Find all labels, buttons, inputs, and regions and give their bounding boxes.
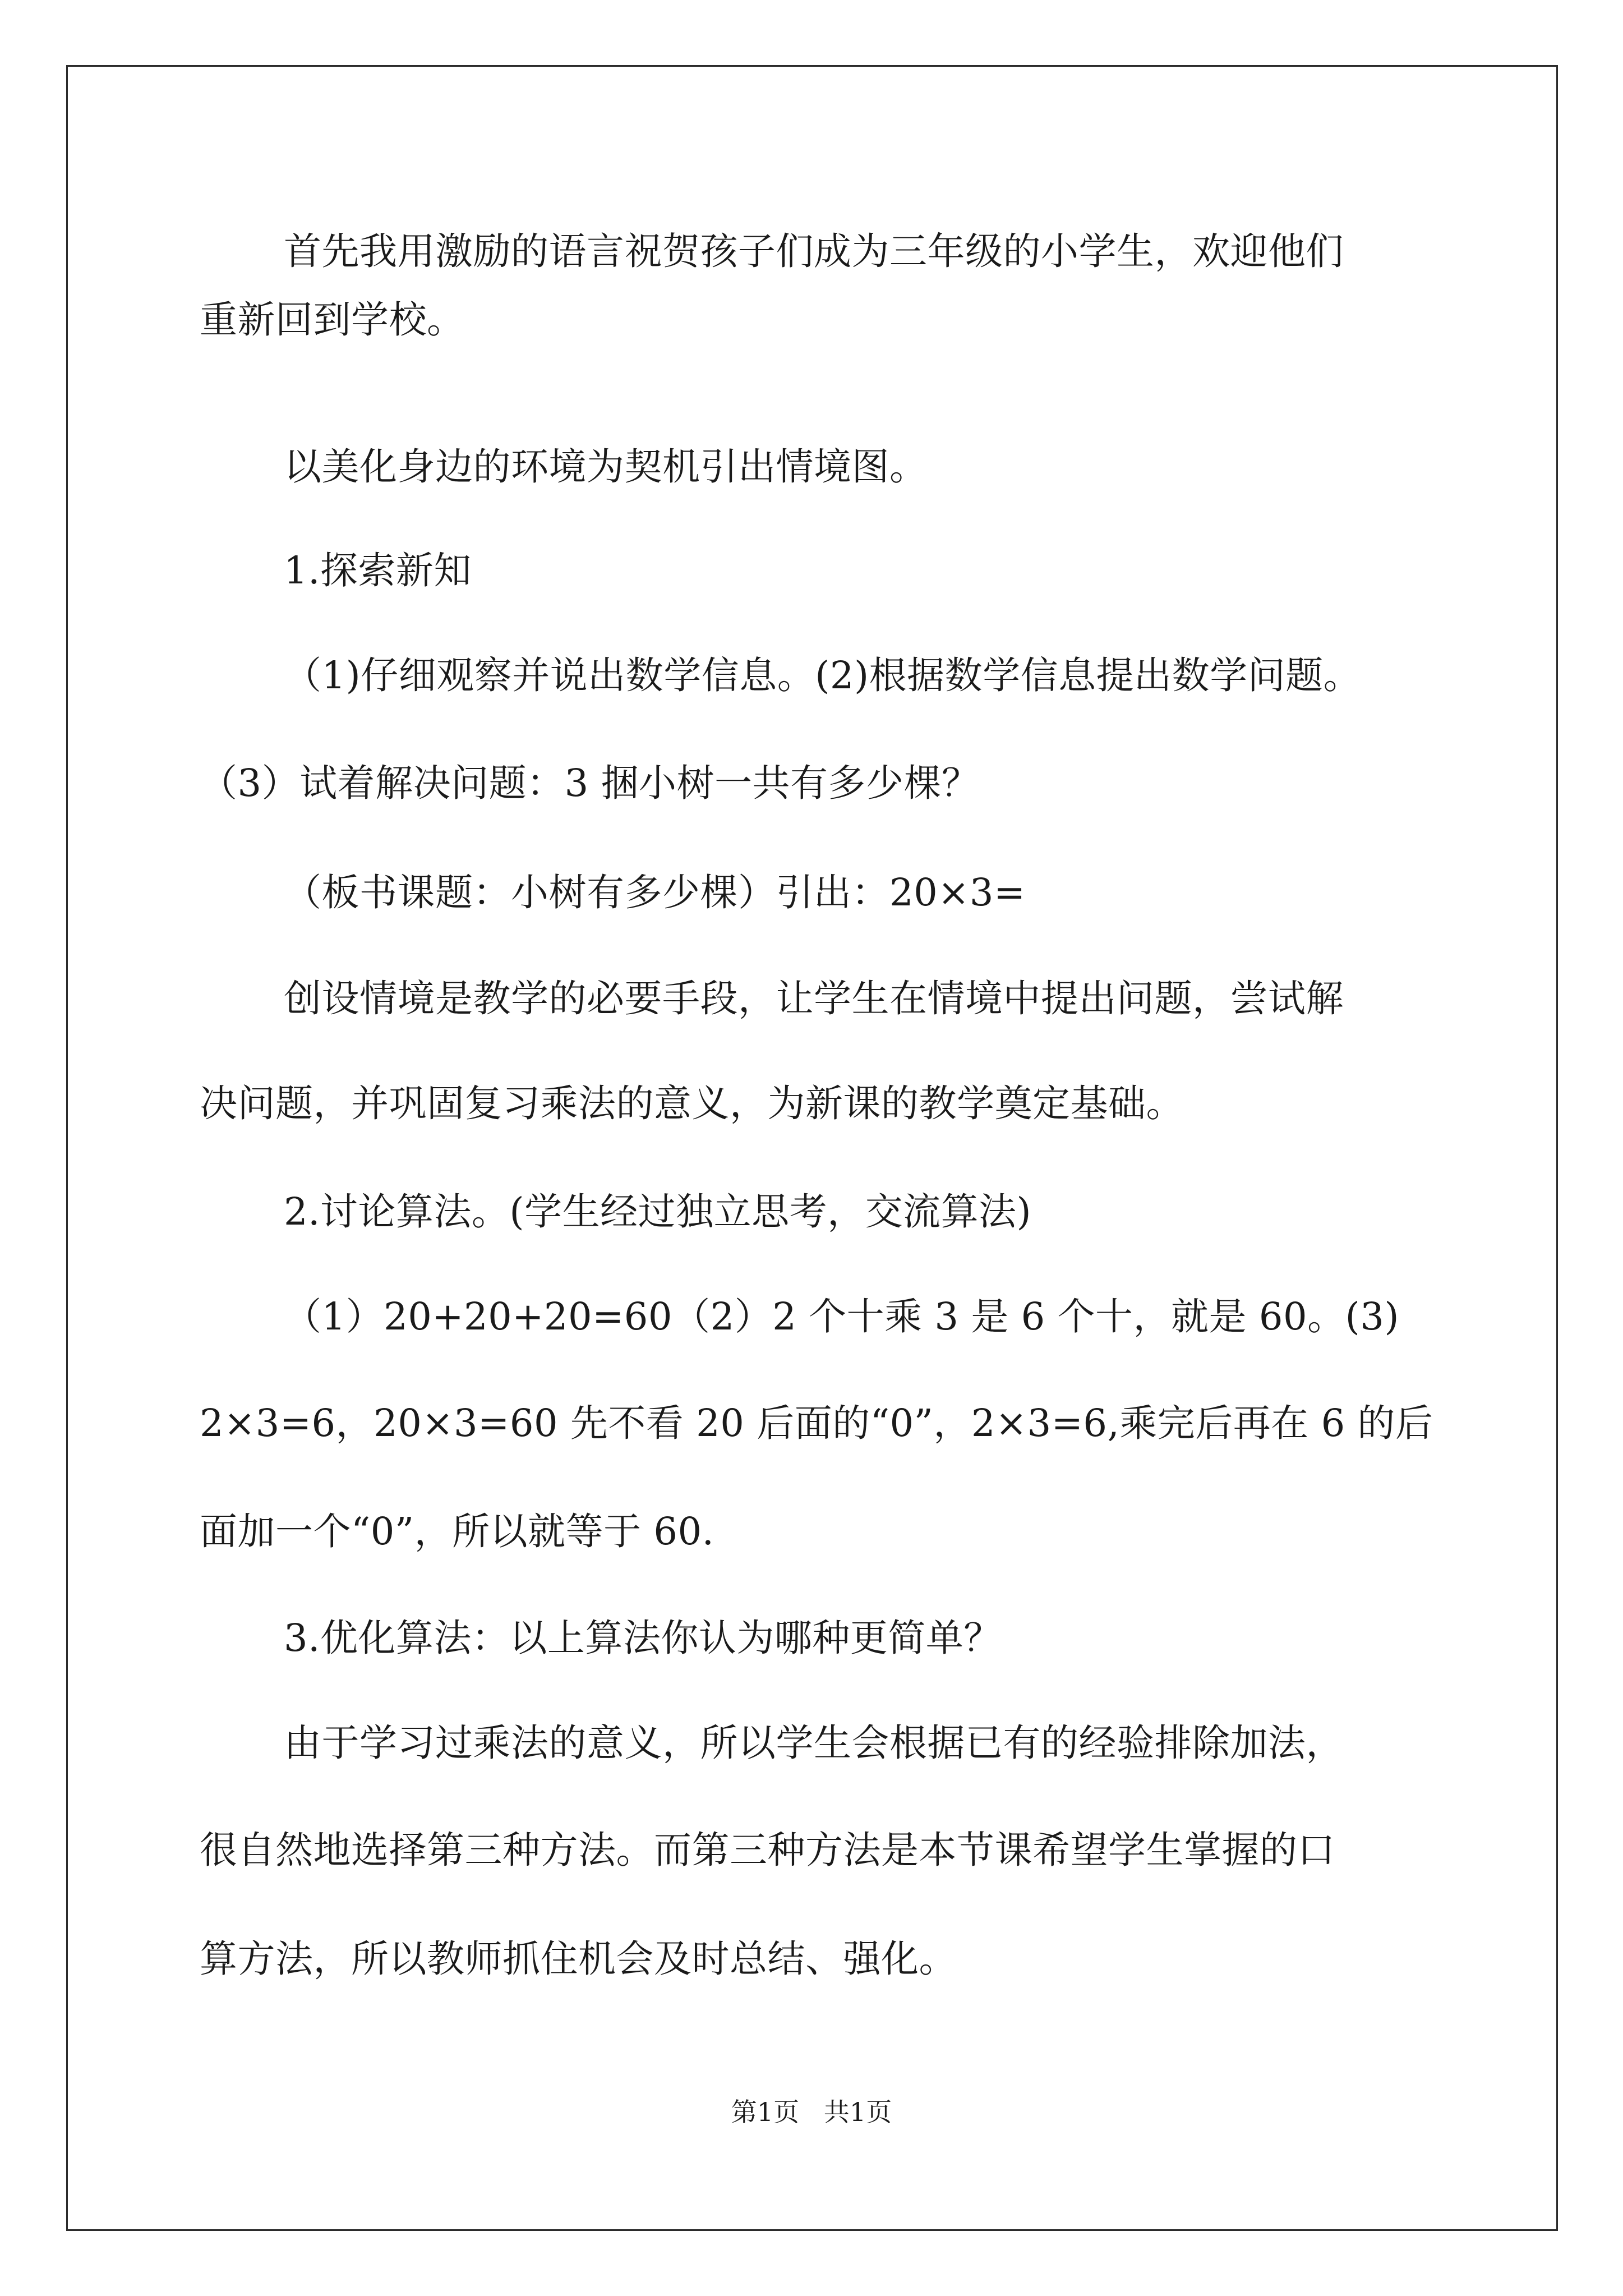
paragraph-line: 面加一个“0”，所以就等于 60. [200,1510,714,1553]
paragraph-line: 重新回到学校。 [200,298,465,342]
paragraph-line: （板书课题：小树有多少棵）引出：20×3= [284,871,1026,914]
paragraph-line: 2×3=6，20×3=60 先不看 20 后面的“0”，2×3=6,乘完后再在 6 的后 [200,1401,1433,1445]
paragraph-line: 算方法，所以教师抓住机会及时总结、强化。 [200,1937,957,1981]
paragraph-line: 很自然地选择第三种方法。而第三种方法是本节课希望学生掌握的口 [200,1828,1335,1872]
paragraph-line: （1）20+20+20=60（2）2 个十乘 3 是 6 个十，就是 60。(3) [284,1295,1400,1338]
paragraph-line: （1)仔细观察并说出数学信息。(2)根据数学信息提出数学问题。 [284,654,1362,697]
paragraph-line: 以美化身边的环境为契机引出情境图。 [284,445,928,489]
section-heading: 3.优化算法：以上算法你认为哪种更简单？ [284,1616,1002,1660]
page-number-footer: 第1页 共1页 [731,2097,892,2127]
section-heading: 2.讨论算法。(学生经过独立思考，交流算法) [284,1190,1032,1234]
paragraph-line: 首先我用激励的语言祝贺孩子们成为三年级的小学生，欢迎他们 [284,229,1344,273]
paragraph-line: 由于学习过乘法的意义，所以学生会根据已有的经验排除加法， [284,1721,1344,1765]
paragraph-line: （3）试着解决问题：3 捆小树一共有多少棵？ [200,761,980,805]
paragraph-line: 创设情境是教学的必要手段，让学生在情境中提出问题，尝试解 [284,977,1344,1020]
paragraph-line: 决问题，并巩固复习乘法的意义，为新课的教学奠定基础。 [200,1082,1184,1125]
page-border [66,65,1558,2231]
section-heading: 1.探索新知 [284,549,472,592]
